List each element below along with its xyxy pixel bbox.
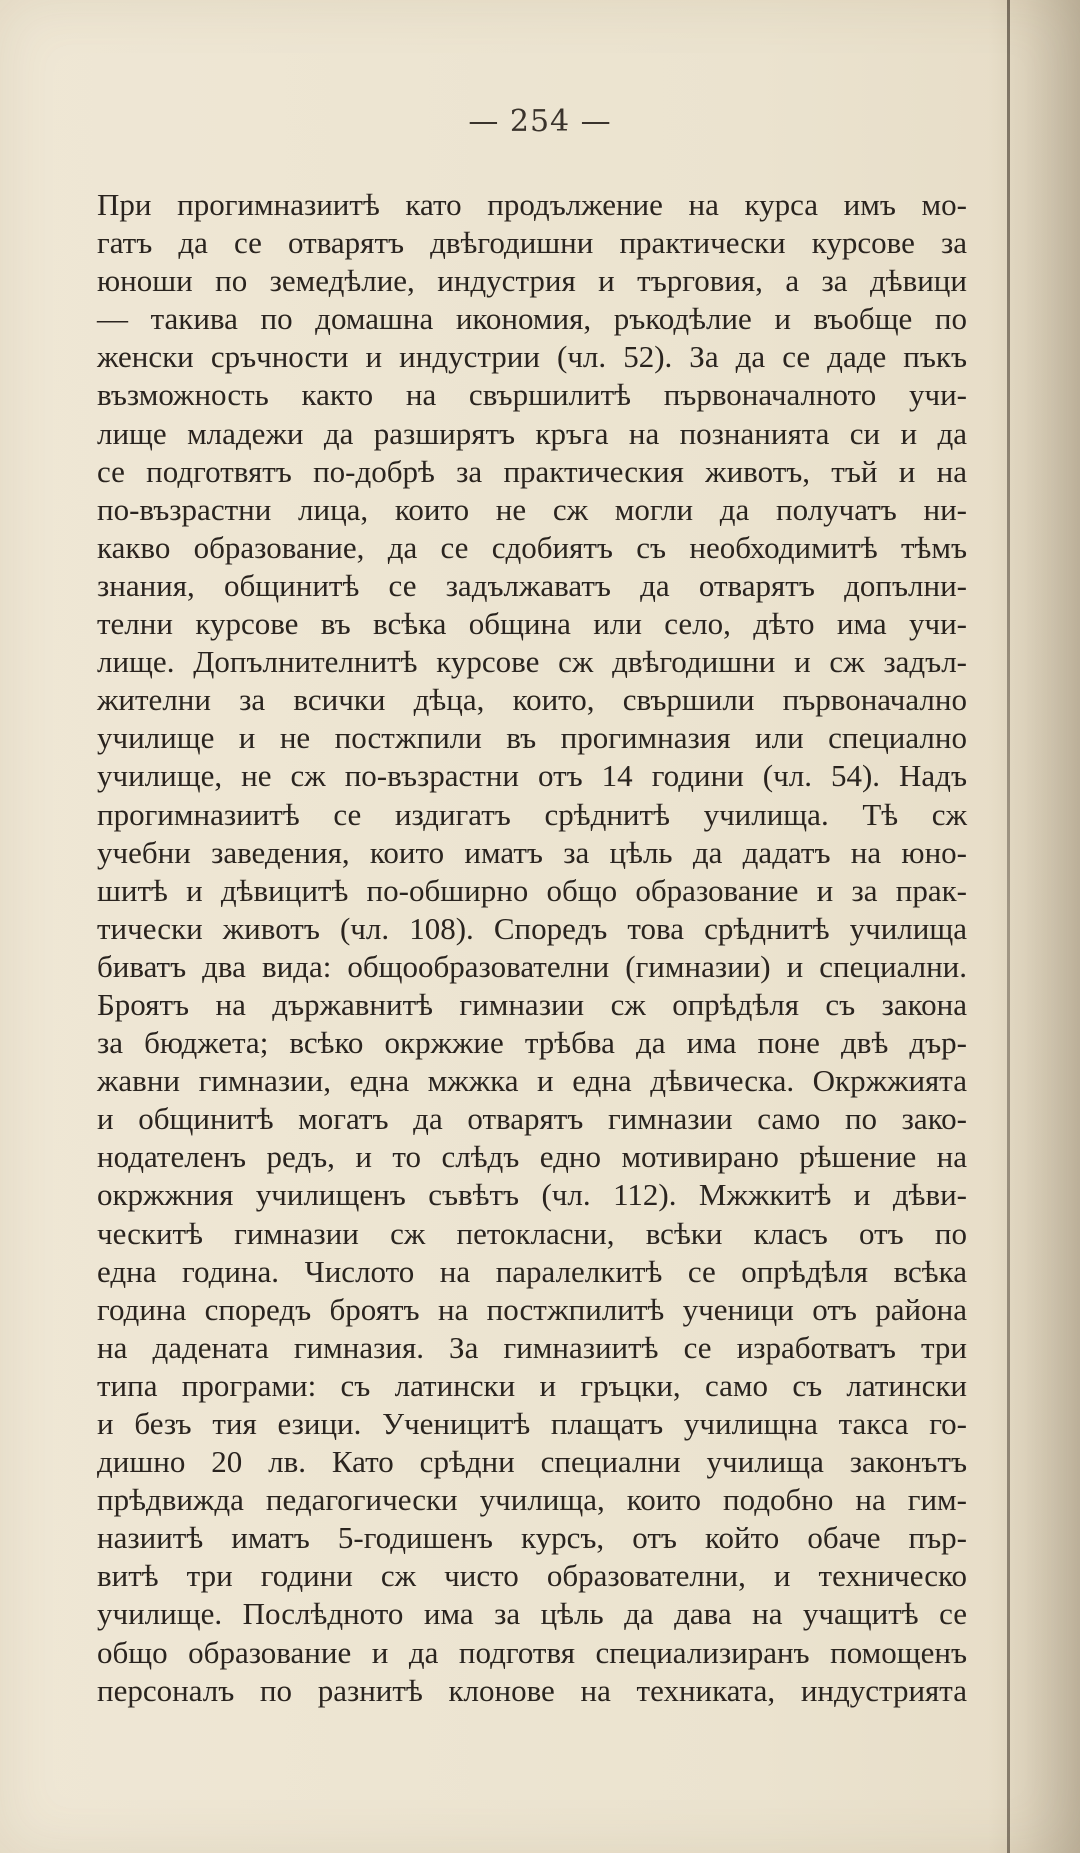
text-line: витѣ три години сж чисто образователни, и техническо bbox=[97, 1558, 967, 1594]
text-line: телни курсове въ всѣка община или село, дѣто има учи- bbox=[97, 606, 967, 642]
text-line: типа програми: съ латински и гръцки, само съ латински bbox=[97, 1367, 967, 1403]
text-line: на дадената гимназия. За гимназиитѣ се изработватъ три bbox=[97, 1329, 967, 1365]
text-line: дишно 20 лв. Като срѣдни специални училища законътъ bbox=[97, 1444, 967, 1480]
text-line: година споредъ броятъ на постжпилитѣ ученици отъ района bbox=[97, 1291, 967, 1327]
text-line: шитѣ и дѣвицитѣ по-обширно общо образование и за прак- bbox=[97, 872, 967, 908]
text-line: прѣдвижда педагогически училища, които подобно на гим- bbox=[97, 1482, 967, 1518]
text-line: лище младежи да разширятъ кръга на познанията си и да bbox=[97, 415, 967, 451]
text-line: училище и не постжпили въ прогимназия или специално bbox=[97, 720, 967, 756]
text-line: и общинитѣ могатъ да отварятъ гимназии само по зако- bbox=[97, 1101, 967, 1137]
text-line: нодателенъ редъ, и то слѣдъ едно мотивирано рѣшение на bbox=[97, 1139, 967, 1175]
body-text bbox=[97, 186, 967, 1710]
book-gutter-shadow bbox=[988, 0, 1080, 1853]
text-line: възможность както на свършилитѣ първоначалното учи- bbox=[97, 377, 967, 413]
text-line: учебни заведения, които иматъ за цѣль да дадатъ на юно- bbox=[97, 834, 967, 870]
page-number: — 254 — bbox=[468, 104, 612, 139]
text-line: биватъ два вида: общообразователни (гимназии) и специални. bbox=[97, 948, 967, 984]
text-line: се подготвятъ по-добрѣ за практическия животъ, тъй и на bbox=[97, 453, 967, 489]
text-line: При прогимназиитѣ като продължение на курса имъ мо- bbox=[97, 187, 967, 222]
text-line: лище. Допълнителнитѣ курсове сж двѣгодишни и сж задъл- bbox=[97, 644, 967, 680]
text-line: и безъ тия езици. Ученицитѣ плащатъ училищна такса го- bbox=[97, 1406, 967, 1441]
text-line: една година. Числото на паралелкитѣ се опрѣдѣля всѣка bbox=[97, 1253, 967, 1289]
text-line: Броятъ на държавнитѣ гимназии сж опрѣдѣля съ закона bbox=[97, 986, 967, 1022]
text-line: гатъ да се отварятъ двѣгодишни практически курсове за bbox=[97, 225, 967, 261]
text-line: назиитѣ иматъ 5-годишенъ курсъ, отъ който обаче пър- bbox=[97, 1520, 967, 1556]
text-line: юноши по земедѣлие, индустрия и търговия, а за дѣвици bbox=[97, 263, 967, 299]
text-line: жителни за всички дѣца, които, свършили първоначално bbox=[97, 682, 967, 718]
text-line: училище. Послѣдното има за цѣль да дава на учащитѣ се bbox=[97, 1596, 967, 1632]
text-line: знания, общинитѣ се задължаватъ да отварятъ допълни- bbox=[97, 567, 967, 603]
text-line: прогимназиитѣ се издигатъ срѣднитѣ училища. Тѣ сж bbox=[97, 796, 967, 832]
text-line: по-възрастни лица, които не сж могли да получатъ ни- bbox=[97, 491, 967, 527]
text-line: жавни гимназии, една мжжка и една дѣвическа. Окржжията bbox=[97, 1063, 967, 1099]
text-line: окржжния училищенъ съвѣтъ (чл. 112). Мжжкитѣ и дѣви- bbox=[97, 1177, 967, 1213]
text-line: училище, не сж по-възрастни отъ 14 години (чл. 54). Надъ bbox=[97, 758, 967, 794]
text-line: тически животъ (чл. 108). Споредъ това срѣднитѣ училища bbox=[97, 910, 967, 946]
text-line: за бюджета; всѣко окржжие трѣбва да има поне двѣ дър- bbox=[97, 1025, 967, 1061]
text-line: — такива по домашна икономия, ръкодѣлие и въобще по bbox=[97, 301, 967, 337]
text-line: какво образование, да се сдобиятъ съ необходимитѣ тѣмъ bbox=[97, 529, 967, 565]
text-line: женски сръчности и индустрии (чл. 52). За да се даде пъкъ bbox=[97, 339, 967, 375]
text-line: ческитѣ гимназии сж петокласни, всѣки класъ отъ по bbox=[97, 1215, 967, 1251]
book-gutter-line bbox=[1007, 0, 1010, 1853]
text-line: общо образование и да подготвя специализиранъ помощенъ bbox=[97, 1634, 967, 1670]
text-line: персоналъ по разнитѣ клонове на техниката, индустрията bbox=[97, 1672, 967, 1708]
